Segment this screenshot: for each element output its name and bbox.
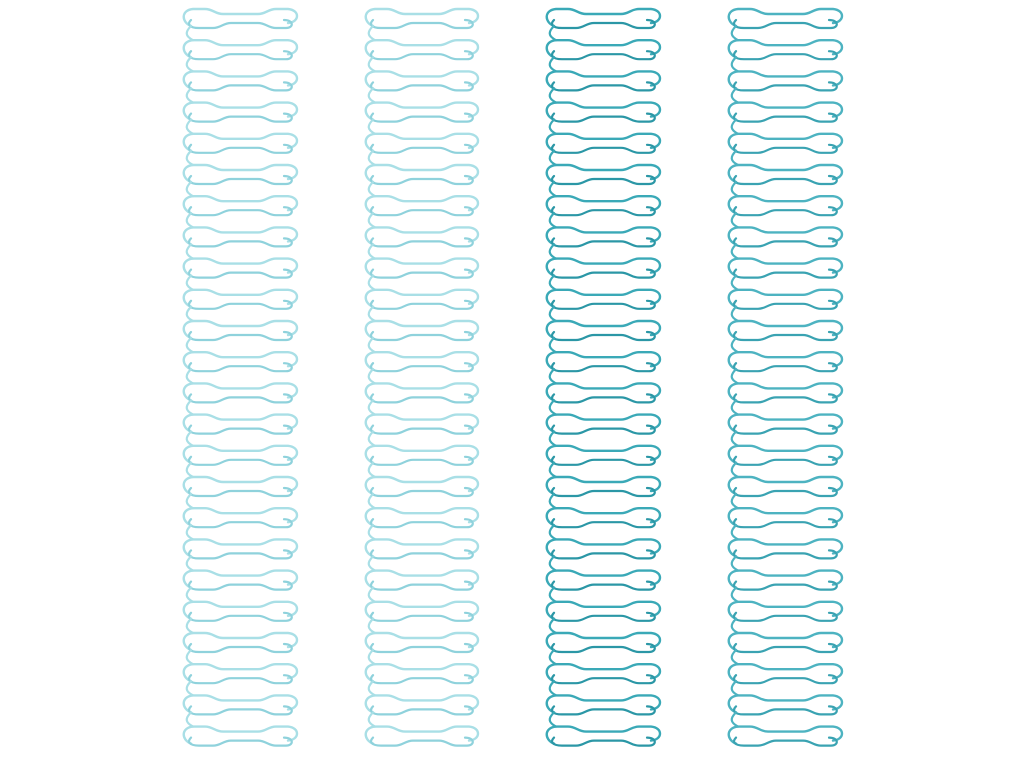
wire-strand: [552, 519, 655, 527]
wire-loop: [184, 9, 297, 40]
wire-loop: [184, 352, 297, 383]
wire-strand: [552, 207, 655, 215]
wire-loop: [729, 727, 842, 746]
wire-strand: [189, 644, 292, 652]
wire-strand: [371, 426, 473, 434]
wire-loop: [366, 602, 478, 633]
wire-strand: [552, 488, 655, 496]
wire-loop: [184, 196, 297, 227]
wire-strand: [552, 363, 655, 371]
wire-strand: [189, 706, 292, 714]
wire-strand: [552, 457, 655, 465]
wire-strand: [734, 394, 837, 402]
wire-strand: [734, 363, 837, 371]
wire-strand: [552, 82, 655, 90]
wire-loop: [547, 415, 660, 446]
wire-strand: [189, 675, 292, 683]
wire-strand: [734, 114, 837, 122]
wire-loop: [184, 539, 297, 570]
wire-loop: [547, 321, 660, 352]
wire-loop: [547, 695, 660, 726]
teal-binding-wire-1: [547, 9, 660, 746]
wire-loop: [184, 321, 297, 352]
wire-strand: [734, 488, 837, 496]
wire-strand: [189, 457, 292, 465]
wire-strand: [552, 644, 655, 652]
wire-loop: [547, 103, 660, 134]
wire-strand: [552, 332, 655, 340]
wire-strand: [371, 301, 473, 309]
wire-strand: [189, 519, 292, 527]
wire-loop: [729, 446, 842, 477]
wire-loop: [184, 259, 297, 290]
wire-loop: [729, 196, 842, 227]
wire-strand: [371, 176, 473, 184]
wire-loop: [184, 383, 297, 414]
wire-strand: [552, 394, 655, 402]
wire-loop: [366, 352, 478, 383]
wire-strand: [371, 51, 473, 59]
wire-loop: [729, 165, 842, 196]
wire-strand: [371, 582, 473, 590]
wire-loop: [366, 227, 478, 258]
wire-loop: [366, 383, 478, 414]
wire-strand: [734, 176, 837, 184]
wire-strand: [734, 51, 837, 59]
wire-strand: [734, 238, 837, 246]
wire-strand: [552, 613, 655, 621]
wire-strand: [734, 550, 837, 558]
wire-loop: [184, 602, 297, 633]
wire-strand: [552, 176, 655, 184]
wire-loop: [729, 290, 842, 321]
wire-loop: [184, 664, 297, 695]
wire-strand: [189, 613, 292, 621]
wire-strand: [189, 207, 292, 215]
wire-strand: [734, 644, 837, 652]
wire-strand: [189, 114, 292, 122]
wire-strand: [552, 51, 655, 59]
wire-loop: [366, 571, 478, 602]
wire-strand: [734, 457, 837, 465]
wire-loop: [366, 508, 478, 539]
wire-strand: [734, 426, 837, 434]
wire-loop: [184, 227, 297, 258]
wire-loop: [729, 633, 842, 664]
wire-loop: [547, 571, 660, 602]
wire-strand: [734, 519, 837, 527]
wire-loop: [184, 477, 297, 508]
wire-strand: [552, 706, 655, 714]
wire-loop: [184, 727, 297, 746]
wire-strand: [189, 176, 292, 184]
wire-strand: [552, 738, 655, 746]
wire-strand: [371, 238, 473, 246]
wire-strand: [371, 82, 473, 90]
wire-strand: [189, 426, 292, 434]
wire-strand: [371, 332, 473, 340]
wire-strand: [371, 738, 473, 746]
wire-loop: [729, 259, 842, 290]
wire-loop: [729, 134, 842, 165]
wire-strand: [552, 550, 655, 558]
wire-loop: [184, 695, 297, 726]
wire-loop: [729, 539, 842, 570]
wire-loop: [547, 633, 660, 664]
wire-strand: [734, 270, 837, 278]
wire-loop: [184, 415, 297, 446]
wire-strand: [371, 613, 473, 621]
wire-loop: [729, 571, 842, 602]
wire-loop: [184, 633, 297, 664]
wire-loop: [366, 40, 478, 71]
wire-loop: [366, 196, 478, 227]
wire-loop: [184, 571, 297, 602]
wire-strand: [189, 270, 292, 278]
wire-strand: [734, 332, 837, 340]
wire-loop: [366, 477, 478, 508]
wire-loop: [547, 383, 660, 414]
wire-strand: [734, 675, 837, 683]
wire-loop: [184, 103, 297, 134]
wire-strand: [734, 706, 837, 714]
wire-loop: [729, 508, 842, 539]
wire-strand: [734, 20, 837, 28]
wire-loop: [547, 352, 660, 383]
wire-loop: [729, 40, 842, 71]
wire-strand: [734, 301, 837, 309]
wire-strand: [189, 363, 292, 371]
wire-strand: [189, 394, 292, 402]
wire-loop: [547, 477, 660, 508]
wire-loop: [547, 508, 660, 539]
wire-loop: [366, 539, 478, 570]
wire-strand: [734, 582, 837, 590]
wire-loop: [547, 664, 660, 695]
wire-loop: [184, 165, 297, 196]
wire-loop: [729, 321, 842, 352]
wire-loop: [184, 446, 297, 477]
wire-loop: [366, 9, 478, 40]
wire-strand: [371, 550, 473, 558]
wire-strand: [552, 675, 655, 683]
wire-loop: [729, 477, 842, 508]
wire-strand: [734, 613, 837, 621]
wire-loop: [366, 259, 478, 290]
wire-loop: [729, 383, 842, 414]
wire-loop: [547, 9, 660, 40]
wire-loop: [366, 290, 478, 321]
wire-strand: [371, 207, 473, 215]
wire-strand: [371, 145, 473, 153]
wire-loop: [184, 71, 297, 102]
wire-strand: [371, 270, 473, 278]
wire-strand: [189, 582, 292, 590]
wire-loop: [729, 695, 842, 726]
wire-strand: [734, 738, 837, 746]
wire-loop: [184, 40, 297, 71]
wire-strand: [552, 301, 655, 309]
wire-loop: [366, 165, 478, 196]
wire-strand: [552, 270, 655, 278]
wire-loop: [547, 727, 660, 746]
wire-strand: [552, 20, 655, 28]
wire-strand: [371, 644, 473, 652]
wire-loop: [547, 290, 660, 321]
wire-strand: [734, 82, 837, 90]
light-blue-binding-wire-2: [366, 9, 478, 746]
wire-strand: [552, 238, 655, 246]
wire-loop: [547, 165, 660, 196]
wire-loop: [547, 40, 660, 71]
wire-loop: [547, 71, 660, 102]
wire-loop: [547, 227, 660, 258]
wire-loop: [366, 134, 478, 165]
wire-loop: [366, 664, 478, 695]
wire-loop: [729, 602, 842, 633]
wire-loop: [184, 508, 297, 539]
wire-strand: [734, 207, 837, 215]
wire-strand: [734, 145, 837, 153]
wire-loop: [547, 259, 660, 290]
wire-loop: [366, 415, 478, 446]
wire-strand: [552, 114, 655, 122]
wire-strand: [189, 82, 292, 90]
wire-loop: [547, 539, 660, 570]
wire-strand: [371, 20, 473, 28]
wire-loop: [184, 290, 297, 321]
wire-loop: [729, 71, 842, 102]
wire-strand: [189, 238, 292, 246]
wire-strand: [371, 519, 473, 527]
wire-strand: [189, 20, 292, 28]
wire-loop: [366, 633, 478, 664]
wire-loop: [729, 103, 842, 134]
wire-loop: [729, 415, 842, 446]
wire-loop: [366, 727, 478, 746]
wire-strand: [189, 550, 292, 558]
wire-strand: [552, 582, 655, 590]
wire-strand: [552, 426, 655, 434]
light-blue-binding-wire-1: [184, 9, 297, 746]
wire-strand: [189, 51, 292, 59]
wire-strand: [189, 738, 292, 746]
wire-loop: [729, 352, 842, 383]
wire-loop: [547, 446, 660, 477]
wire-strand: [189, 332, 292, 340]
wire-loop: [366, 446, 478, 477]
wire-strand: [371, 394, 473, 402]
wire-loop: [729, 9, 842, 40]
wire-loop: [366, 695, 478, 726]
wire-strand: [189, 488, 292, 496]
wire-loop: [729, 664, 842, 695]
wire-loop: [366, 71, 478, 102]
wire-loop: [729, 227, 842, 258]
wire-strand: [552, 145, 655, 153]
teal-binding-wire-2: [729, 9, 842, 746]
wire-strand: [371, 675, 473, 683]
wire-loop: [184, 134, 297, 165]
wire-strand: [371, 488, 473, 496]
wire-strand: [371, 363, 473, 371]
wire-strand: [371, 114, 473, 122]
wire-loop: [366, 103, 478, 134]
wire-strand: [189, 301, 292, 309]
wire-loop: [547, 602, 660, 633]
wire-strand: [371, 457, 473, 465]
wire-loop: [547, 196, 660, 227]
wire-strand: [371, 706, 473, 714]
wire-loop: [547, 134, 660, 165]
wire-loop: [366, 321, 478, 352]
wire-strand: [189, 145, 292, 153]
